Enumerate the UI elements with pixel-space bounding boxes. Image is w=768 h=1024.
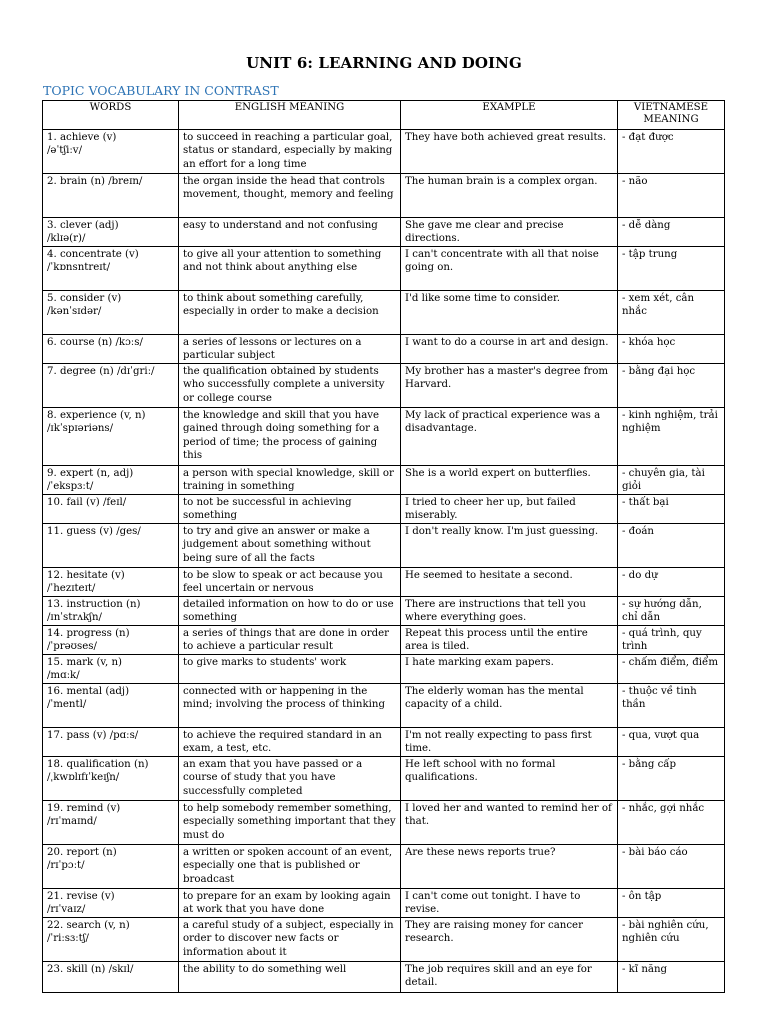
row-example: I don't really know. I'm just guessing. xyxy=(401,524,618,568)
row-english-meaning: easy to understand and not confusing xyxy=(179,218,401,247)
row-example: She gave me clear and precise directions. xyxy=(401,218,618,247)
row-vietnamese-meaning: - chấm điểm, điểm xyxy=(618,655,725,684)
row-word: 5. consider (v) /kənˈsɪdər/ xyxy=(43,291,179,335)
row-example: The human brain is a complex organ. xyxy=(401,174,618,218)
row-word: 9. expert (n, adj) /ˈekspɜːt/ xyxy=(43,466,179,495)
row-vietnamese-meaning: - não xyxy=(618,174,725,218)
table-body xyxy=(43,130,725,993)
row-example: Are these news reports true? xyxy=(401,845,618,889)
table-row xyxy=(43,130,725,174)
row-example: I want to do a course in art and design. xyxy=(401,335,618,364)
row-vietnamese-meaning: - bài nghiên cứu, nghiên cứu xyxy=(618,918,725,962)
row-example: He left school with no formal qualifications. xyxy=(401,757,618,801)
row-word: 17. pass (v) /pɑːs/ xyxy=(43,728,179,757)
row-english-meaning: the knowledge and skill that you have gained through doing something for a period of time; the process of gaining this xyxy=(179,408,401,466)
row-vietnamese-meaning: - đạt được xyxy=(618,130,725,174)
row-english-meaning: to not be successful in achieving something xyxy=(179,495,401,524)
table-row xyxy=(43,568,725,597)
table-row xyxy=(43,845,725,889)
row-vietnamese-meaning: - chuyên gia, tài giỏi xyxy=(618,466,725,495)
row-vietnamese-meaning: - thuộc về tinh thần xyxy=(618,684,725,728)
table-row xyxy=(43,218,725,247)
row-example: I'm not really expecting to pass first time. xyxy=(401,728,618,757)
row-english-meaning: a written or spoken account of an event, especially one that is published or broadcast xyxy=(179,845,401,889)
row-example: They have both achieved great results. xyxy=(401,130,618,174)
table-row xyxy=(43,335,725,364)
table-row xyxy=(43,247,725,291)
row-word: 7. degree (n) /dɪˈgriː/ xyxy=(43,364,179,408)
table-header-row xyxy=(43,101,725,130)
table-row xyxy=(43,408,725,466)
row-english-meaning: to be slow to speak or act because you feel uncertain or nervous xyxy=(179,568,401,597)
row-english-meaning: the ability to do something well xyxy=(179,962,401,993)
section-heading: TOPIC VOCABULARY IN CONTRAST xyxy=(43,83,279,98)
row-word: 16. mental (adj) /ˈmentl/ xyxy=(43,684,179,728)
row-vietnamese-meaning: - tập trung xyxy=(618,247,725,291)
row-example: She is a world expert on butterflies. xyxy=(401,466,618,495)
row-word: 22. search (v, n) /ˈriːsɜːtʃ/ xyxy=(43,918,179,962)
row-english-meaning: to achieve the required standard in an exam, a test, etc. xyxy=(179,728,401,757)
row-english-meaning: to succeed in reaching a particular goal, status or standard, especially by making an effort for a long time xyxy=(179,130,401,174)
row-word: 4. concentrate (v) /ˈkɒnsntreɪt/ xyxy=(43,247,179,291)
table-row xyxy=(43,801,725,845)
row-example: I'd like some time to consider. xyxy=(401,291,618,335)
row-vietnamese-meaning: - bằng đại học xyxy=(618,364,725,408)
row-example: I can't concentrate with all that noise going on. xyxy=(401,247,618,291)
row-vietnamese-meaning: - quá trình, quy trình xyxy=(618,626,725,655)
row-example: They are raising money for cancer research. xyxy=(401,918,618,962)
row-vietnamese-meaning: - đoán xyxy=(618,524,725,568)
row-example: My brother has a master's degree from Harvard. xyxy=(401,364,618,408)
row-vietnamese-meaning: - kĩ năng xyxy=(618,962,725,993)
row-word: 13. instruction (n) /ɪnˈstrʌkʃn/ xyxy=(43,597,179,626)
row-word: 18. qualification (n) /ˌkwɒlɪfɪˈkeɪʃn/ xyxy=(43,757,179,801)
table-row xyxy=(43,889,725,918)
table-row xyxy=(43,466,725,495)
table-row xyxy=(43,291,725,335)
row-english-meaning: to think about something carefully, especially in order to make a decision xyxy=(179,291,401,335)
row-word: 23. skill (n) /skɪl/ xyxy=(43,962,179,993)
header-english-meaning: ENGLISH MEANING xyxy=(179,101,401,130)
row-english-meaning: an exam that you have passed or a course of study that you have successfully completed xyxy=(179,757,401,801)
row-english-meaning: to give all your attention to something and not think about anything else xyxy=(179,247,401,291)
vocabulary-table xyxy=(42,100,725,993)
row-vietnamese-meaning: - sự hướng dẫn, chỉ dẫn xyxy=(618,597,725,626)
row-vietnamese-meaning: - kinh nghiệm, trải nghiệm xyxy=(618,408,725,466)
table-row xyxy=(43,597,725,626)
row-word: 14. progress (n) /ˈprəʊses/ xyxy=(43,626,179,655)
row-word: 1. achieve (v) /əˈtʃiːv/ xyxy=(43,130,179,174)
row-example: The job requires skill and an eye for detail. xyxy=(401,962,618,993)
row-example: My lack of practical experience was a disadvantage. xyxy=(401,408,618,466)
table-row xyxy=(43,174,725,218)
row-vietnamese-meaning: - do dự xyxy=(618,568,725,597)
row-word: 10. fail (v) /feɪl/ xyxy=(43,495,179,524)
row-word: 3. clever (adj) /klɪə(r)/ xyxy=(43,218,179,247)
row-word: 21. revise (v) /rɪˈvaɪz/ xyxy=(43,889,179,918)
table-row xyxy=(43,962,725,993)
header-example: EXAMPLE xyxy=(401,101,618,130)
row-example: I can't come out tonight. I have to revise. xyxy=(401,889,618,918)
row-example: I loved her and wanted to remind her of that. xyxy=(401,801,618,845)
row-word: 15. mark (v, n) /mɑːk/ xyxy=(43,655,179,684)
table-row xyxy=(43,655,725,684)
row-word: 12. hesitate (v) /ˈhezɪteɪt/ xyxy=(43,568,179,597)
header-vietnamese-meaning: VIETNAMESE MEANING xyxy=(618,101,725,130)
row-example: The elderly woman has the mental capacity of a child. xyxy=(401,684,618,728)
page-title: UNIT 6: LEARNING AND DOING xyxy=(246,54,522,72)
row-example: He seemed to hesitate a second. xyxy=(401,568,618,597)
row-english-meaning: connected with or happening in the mind; involving the process of thinking xyxy=(179,684,401,728)
row-word: 2. brain (n) /breɪn/ xyxy=(43,174,179,218)
row-vietnamese-meaning: - khóa học xyxy=(618,335,725,364)
table-row xyxy=(43,495,725,524)
row-word: 8. experience (v, n) /ɪkˈspɪəriəns/ xyxy=(43,408,179,466)
table-row xyxy=(43,918,725,962)
row-english-meaning: to try and give an answer or make a judgement about something without being sure of all the facts xyxy=(179,524,401,568)
row-english-meaning: to help somebody remember something, especially something important that they must do xyxy=(179,801,401,845)
row-example: I tried to cheer her up, but failed miserably. xyxy=(401,495,618,524)
row-vietnamese-meaning: - bài báo cáo xyxy=(618,845,725,889)
table-row xyxy=(43,626,725,655)
table-row xyxy=(43,684,725,728)
row-word: 11. guess (v) /ges/ xyxy=(43,524,179,568)
row-word: 19. remind (v) /rɪˈmaɪnd/ xyxy=(43,801,179,845)
row-english-meaning: detailed information on how to do or use something xyxy=(179,597,401,626)
row-english-meaning: a series of lessons or lectures on a particular subject xyxy=(179,335,401,364)
row-vietnamese-meaning: - xem xét, cân nhắc xyxy=(618,291,725,335)
row-example: I hate marking exam papers. xyxy=(401,655,618,684)
table-row xyxy=(43,757,725,801)
row-example: There are instructions that tell you where everything goes. xyxy=(401,597,618,626)
row-english-meaning: to give marks to students' work xyxy=(179,655,401,684)
row-word: 6. course (n) /kɔːs/ xyxy=(43,335,179,364)
row-english-meaning: the organ inside the head that controls movement, thought, memory and feeling xyxy=(179,174,401,218)
row-example: Repeat this process until the entire area is tiled. xyxy=(401,626,618,655)
row-english-meaning: the qualification obtained by students who successfully complete a university or college course xyxy=(179,364,401,408)
table-row xyxy=(43,364,725,408)
row-english-meaning: a careful study of a subject, especially in order to discover new facts or information about it xyxy=(179,918,401,962)
table-row xyxy=(43,728,725,757)
row-vietnamese-meaning: - nhắc, gợi nhắc xyxy=(618,801,725,845)
row-vietnamese-meaning: - qua, vượt qua xyxy=(618,728,725,757)
row-english-meaning: a person with special knowledge, skill or training in something xyxy=(179,466,401,495)
header-words: WORDS xyxy=(43,101,179,130)
row-english-meaning: to prepare for an exam by looking again at work that you have done xyxy=(179,889,401,918)
row-english-meaning: a series of things that are done in order to achieve a particular result xyxy=(179,626,401,655)
row-vietnamese-meaning: - thất bại xyxy=(618,495,725,524)
row-vietnamese-meaning: - ôn tập xyxy=(618,889,725,918)
row-word: 20. report (n) /rɪˈpɔːt/ xyxy=(43,845,179,889)
table-row xyxy=(43,524,725,568)
row-vietnamese-meaning: - bằng cấp xyxy=(618,757,725,801)
row-vietnamese-meaning: - dễ dàng xyxy=(618,218,725,247)
